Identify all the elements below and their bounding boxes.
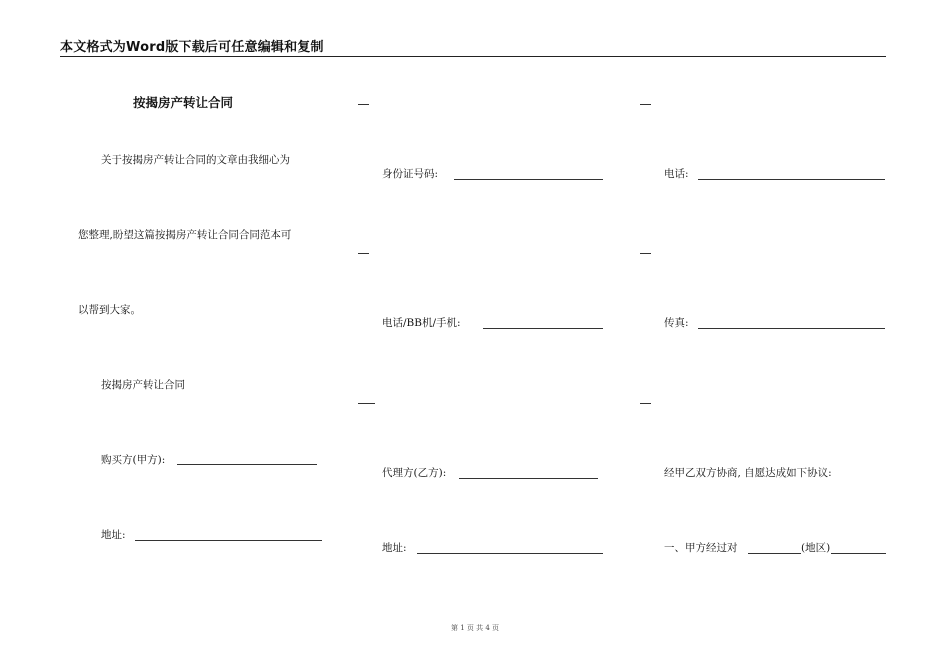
clause-1-prefix: 一、甲方经过对 (664, 542, 738, 554)
clause-1-region: (地区) (801, 542, 831, 554)
phone-blank-line (698, 179, 885, 180)
buyer-address-blank-line (135, 540, 322, 541)
column3-dash-2 (640, 253, 651, 254)
agent-address-blank-line (417, 553, 603, 554)
phone-mobile-blank-line (483, 328, 603, 329)
agent-label: 代理方(乙方): (382, 467, 447, 479)
page-number-footer: 第 1 页 共 4 页 (450, 624, 500, 632)
clause-1-blank-line-1 (748, 553, 801, 554)
intro-line-1: 关于按揭房产转让合同的文章由我细心为 (101, 154, 290, 166)
buyer-blank-line (177, 464, 317, 465)
phone-label: 电话: (664, 168, 689, 180)
header-text: 本文格式为Word版下载后可任意编辑和复制 (60, 40, 324, 55)
buyer-address-label: 地址: (101, 529, 126, 541)
intro-line-2: 您整理,盼望这篇按揭房产转让合同合同范本可 (78, 229, 292, 241)
contract-subtitle: 按揭房产转让合同 (101, 379, 185, 391)
phone-mobile-label: 电话/BB机/手机: (382, 317, 461, 329)
column3-dash-3 (640, 403, 651, 404)
column2-dash-2 (358, 253, 369, 254)
agent-address-label: 地址: (382, 542, 407, 554)
agreement-text: 经甲乙双方协商, 自愿达成如下协议: (664, 467, 832, 479)
column2-dash-1 (358, 104, 369, 105)
column2-dash-3 (358, 403, 375, 404)
agent-blank-line (459, 478, 598, 479)
column3-dash-1 (640, 104, 651, 105)
intro-line-3: 以帮到大家。 (78, 304, 141, 316)
document-title: 按揭房产转让合同 (133, 95, 234, 110)
id-number-label: 身份证号码: (382, 168, 439, 180)
id-number-blank-line (454, 179, 603, 180)
buyer-label: 购买方(甲方): (101, 454, 166, 466)
fax-blank-line (698, 328, 885, 329)
document-header (60, 36, 886, 57)
fax-label: 传真: (664, 317, 689, 329)
clause-1-blank-line-2 (831, 553, 886, 554)
